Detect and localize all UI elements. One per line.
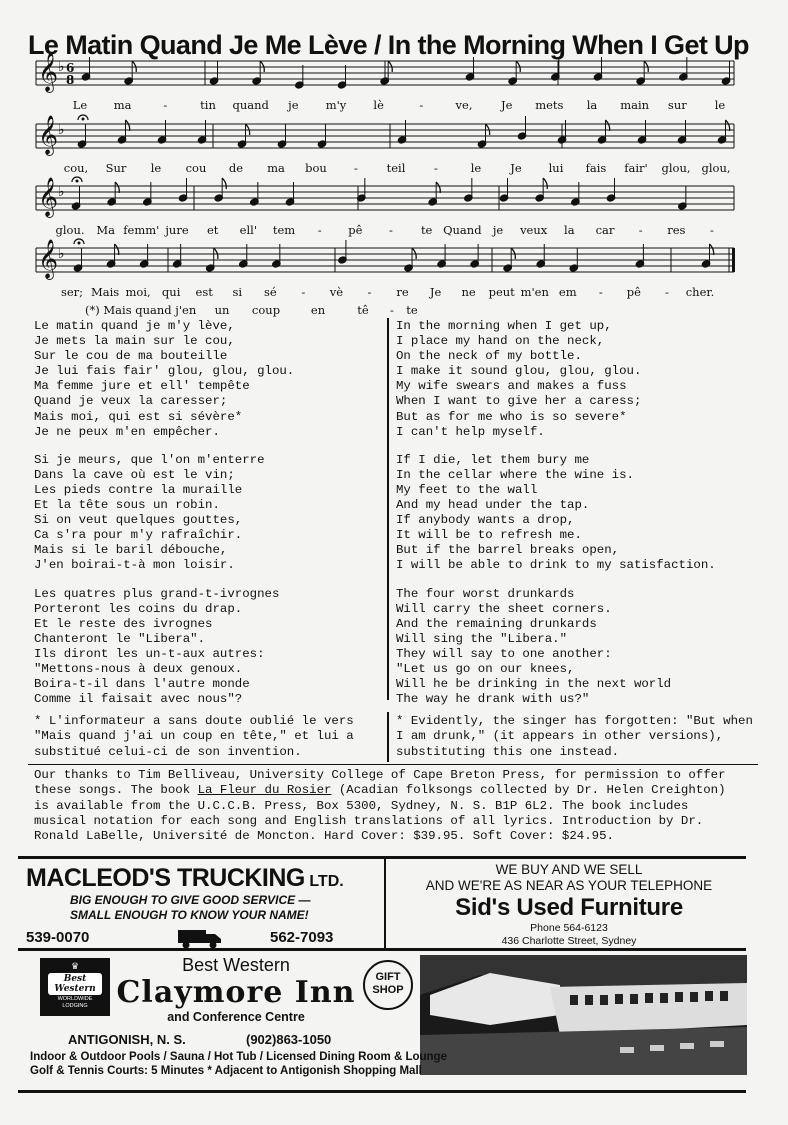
key-flat: ♭: [58, 59, 65, 75]
lyric-syllable: la: [564, 223, 575, 237]
en-line: And the remaining drunkards: [396, 616, 597, 631]
macleod-slogan-1: BIG ENOUGH TO GIVE GOOD SERVICE —: [70, 893, 311, 907]
en-line: When I want to give her a caress;: [396, 394, 642, 409]
sids-ad: [392, 862, 746, 948]
lyric-syllable: moi,: [125, 285, 151, 299]
fermata-dot: [76, 180, 78, 182]
treble-clef: 𝄞: [38, 52, 59, 92]
best-western-logo: ♛ Best Western WORLDWIDE LODGING: [40, 958, 110, 1016]
claymore-ad: [116, 955, 356, 1024]
en-line: My feet to the wall: [396, 482, 538, 497]
column-divider: [387, 318, 389, 700]
sids-line-2: AND WE'RE AS NEAR AS YOUR TELEPHONE: [425, 878, 713, 893]
key-flat: ♭: [58, 184, 65, 200]
fr-line: Sur le cou de ma bouteille: [34, 349, 228, 364]
lyric-syllable: re: [396, 285, 409, 299]
lyric-syllable: glou,: [661, 161, 691, 175]
lyric-syllable: est: [195, 285, 213, 299]
fr-line: J'en boirai-t-à mon loisir.: [34, 558, 235, 573]
lyric-syllable: cou,: [63, 161, 89, 175]
lyric-syllable: fais: [585, 161, 607, 175]
alt-lyric-syllable: en: [310, 303, 326, 317]
truck-icon: [176, 927, 224, 949]
lyric-syllable: sé: [263, 285, 277, 299]
lyric-syllable: pê: [626, 285, 641, 299]
lyric-syllable: lè: [373, 98, 384, 112]
lyric-syllable: glou.: [55, 223, 85, 237]
hotel-photo: [420, 955, 747, 1075]
alt-lyric-syllable: (*) Mais quand j'en: [85, 303, 197, 317]
en-line: And my head under the tap.: [396, 498, 590, 513]
en-line: The four worst drunkards: [396, 586, 575, 601]
lyric-syllable: car: [595, 223, 615, 237]
lyric-syllable: fair': [624, 161, 648, 175]
alt-lyric-syllable: tê: [357, 303, 369, 317]
en-line: The way he drank with us?": [396, 692, 590, 707]
english-lyrics: [396, 319, 716, 707]
en-line: "Let us go on our knees,: [396, 661, 575, 676]
lyric-syllable: ma: [113, 98, 132, 112]
claymore-name: Claymore Inn: [116, 975, 356, 1010]
lyric-syllable: -: [389, 223, 393, 237]
lyric-syllable: lui: [548, 161, 564, 175]
en-line: If I die, let them bury me: [396, 452, 590, 467]
lyric-syllable: le: [714, 98, 726, 112]
alt-lyric-syllable: coup: [251, 303, 281, 317]
fr-line: "Mettons-nous à deux genoux.: [34, 661, 243, 676]
note-flag: [115, 244, 119, 255]
lyric-syllable: te: [420, 223, 433, 237]
treble-clef: 𝄞: [38, 177, 59, 217]
fr-line: Si on veut quelques gouttes,: [34, 513, 243, 528]
lyric-syllable: Je: [429, 285, 442, 299]
lyric-syllable: glou,: [701, 161, 731, 175]
ads-divider: [384, 858, 386, 948]
en-line: On the neck of my bottle.: [396, 349, 582, 364]
lyric-syllable: Ma: [96, 223, 115, 237]
fr-line: Boira-t-il dans l'autre monde: [34, 677, 250, 692]
lyric-syllable: qui: [161, 285, 181, 299]
sids-name: Sid's Used Furniture: [455, 894, 683, 921]
en-line: I can't help myself.: [396, 424, 545, 439]
fr-line: Je mets la main sur le cou,: [34, 334, 235, 349]
fr-line: Porteront les coins du drap.: [34, 601, 243, 616]
lyric-syllable: je: [492, 223, 504, 237]
en-line: I will be able to drink to my satisfaction.: [396, 558, 716, 573]
macleod-name: MACLEOD'S TRUCKING: [26, 864, 305, 892]
lyric-syllable: la: [586, 98, 598, 112]
en-line: In the cellar where the wine is.: [396, 467, 634, 482]
en-line: But if the barrel breaks open,: [396, 543, 620, 558]
lyric-syllable: pê: [348, 223, 363, 237]
lyric-syllable: ell': [239, 223, 257, 237]
fr-line: Si je meurs, que l'on m'enterre: [34, 452, 265, 467]
lyric-syllable: et: [206, 223, 219, 237]
french-lyrics: [34, 319, 294, 707]
lyric-syllable: em: [558, 285, 577, 299]
lyric-syllable: le: [150, 161, 162, 175]
fermata-dot: [82, 118, 84, 120]
lyric-syllable: je: [288, 98, 299, 112]
page-title: Le Matin Quand Je Me Lève / In the Morning When I Get Up: [28, 30, 749, 60]
ads-top-rule: [18, 856, 746, 859]
time-signature-bottom: 8: [66, 73, 75, 87]
fr-line: Ca s'ra pour m'y rafraîchir.: [34, 528, 243, 543]
lyric-syllable: cou: [185, 161, 207, 175]
en-line: I place my hand on the neck,: [396, 334, 605, 349]
gift-shop-badge: GIFT SHOP: [363, 960, 413, 1010]
lyric-syllable: -: [419, 98, 424, 112]
note-flag: [543, 178, 547, 189]
fr-line: Comme il faisait avec nous"?: [34, 692, 243, 707]
sids-line-1: WE BUY AND WE SELL: [495, 862, 643, 877]
footnote-english: * Evidently, the singer has forgotten: "But when I am drunk," (it appears in other versions), substituting this one instead.: [396, 714, 753, 759]
treble-clef: 𝄞: [38, 239, 59, 279]
lyric-syllable: -: [665, 285, 669, 299]
lyric-syllable: -: [638, 223, 643, 237]
lyric-syllable: jure: [165, 223, 189, 237]
fr-line: Je ne peux m'en empêcher.: [34, 424, 220, 439]
lyric-syllable: Mais: [90, 285, 120, 299]
lyric-syllable: -: [354, 161, 358, 175]
bottom-rule: [18, 1090, 746, 1093]
lyric-syllable: -: [301, 285, 306, 299]
lyric-syllable: tem: [272, 223, 296, 237]
time-signature-top: 6: [66, 61, 75, 75]
lyric-syllable: cher.: [685, 285, 715, 299]
lyric-syllable: -: [317, 223, 322, 237]
fr-line: Mais moi, qui est si sévère*: [34, 409, 243, 424]
claymore-nearby: Golf & Tennis Courts: 5 Minutes * Adjacent to Antigonish Shopping Mall: [30, 1065, 422, 1077]
fr-line: Quand je veux la caresser;: [34, 394, 228, 409]
lyric-syllable: -: [163, 98, 168, 112]
fr-line: Les quatres plus grand-t-ivrognes: [34, 586, 280, 601]
lyric-syllable: vè: [329, 285, 344, 299]
lyric-syllable: ve,: [455, 98, 473, 112]
en-line: They will say to one another:: [396, 646, 612, 661]
lyric-syllable: bou: [305, 161, 327, 175]
lyric-syllable: -: [598, 285, 603, 299]
key-flat: ♭: [58, 122, 65, 138]
en-line: If anybody wants a drop,: [396, 513, 575, 528]
note-flag: [710, 244, 714, 255]
note-flag: [222, 178, 226, 189]
claymore-amenities: Indoor & Outdoor Pools / Sauna / Hot Tub / Licensed Dining Room & Lounge: [30, 1051, 447, 1063]
lyric-syllable: Le: [72, 98, 88, 112]
musical-score: [0, 0, 788, 330]
note-flag: [115, 182, 119, 193]
treble-clef: 𝄞: [38, 115, 59, 155]
note-flag: [126, 120, 130, 131]
claymore-town: ANTIGONISH, N. S.: [68, 1032, 186, 1047]
note-flag: [606, 120, 610, 131]
sids-address: 436 Charlotte Street, Sydney: [501, 935, 637, 947]
macleod-phone-2: 562-7093: [270, 929, 334, 946]
footnote-french: * L'informateur a sans doute oublié le vers "Mais quand j'ai un coup en tête," et lui a substitué celui-ci de son invention.: [34, 714, 354, 759]
lyric-syllable: main: [620, 98, 650, 112]
lyric-syllable: peut: [488, 285, 515, 299]
lyric-syllable: Quand: [443, 223, 482, 237]
lyric-syllable: Je: [500, 98, 513, 112]
macleod-suffix: LTD.: [309, 873, 344, 890]
lyric-syllable: ne: [461, 285, 476, 299]
lyric-syllable: ma: [267, 161, 285, 175]
macleod-phone-1: 539-0070: [26, 929, 90, 946]
lyric-syllable: -: [367, 285, 372, 299]
lyric-syllable: si: [232, 285, 243, 299]
lyric-syllable: sur: [667, 98, 687, 112]
crown-icon: ♛: [70, 961, 80, 971]
fermata-dot: [78, 242, 80, 244]
book-title: La Fleur du Rosier: [197, 783, 332, 798]
lyric-syllable: Sur: [105, 161, 127, 175]
lyric-syllable: teil: [386, 161, 406, 175]
final-barline: [732, 248, 735, 272]
lyric-syllable: tin: [200, 98, 216, 112]
claymore-phone: (902)863-1050: [246, 1032, 332, 1047]
lyric-syllable: res: [667, 223, 686, 237]
lyric-syllable: femm': [123, 223, 160, 237]
note-flag: [436, 182, 440, 193]
key-flat: ♭: [58, 246, 65, 262]
lyric-syllable: de: [228, 161, 244, 175]
fr-line: Et la tête sous un robin.: [34, 498, 220, 513]
lyric-syllable: Je: [510, 161, 522, 175]
claymore-subtitle: and Conference Centre: [167, 1010, 305, 1024]
fr-line: Mais si le baril débouche,: [34, 543, 228, 558]
lyric-syllable: quand: [232, 98, 269, 112]
lyric-syllable: veux: [520, 223, 548, 237]
en-line: In the morning when I get up,: [396, 319, 612, 333]
lyric-syllable: m'y: [325, 98, 347, 112]
divider-rule: [28, 764, 758, 765]
fr-line: Ma femme jure et ell' tempête: [34, 379, 250, 394]
footnote-divider: [387, 712, 389, 762]
macleod-ad: [26, 864, 382, 951]
lyric-syllable: ser;: [60, 285, 84, 299]
fr-line: Et le reste des ivrognes: [34, 616, 213, 631]
lyric-syllable: -: [710, 223, 714, 237]
fr-line: Chanteront le "Libera".: [34, 631, 206, 646]
en-line: But as for me who is so severe*: [396, 409, 627, 424]
fr-line: Je lui fais fair' glou, glou, glou.: [34, 364, 295, 379]
lyric-syllable: m'en: [520, 285, 549, 299]
en-line: Will sing the "Libera.": [396, 631, 568, 646]
en-line: I make it sound glou, glou, glou.: [396, 364, 642, 379]
claymore-brand: Best Western: [182, 955, 290, 975]
alt-lyric-syllable: un: [214, 303, 230, 317]
en-line: It will be to refresh me.: [396, 528, 582, 543]
alt-lyric-syllable: te: [406, 303, 418, 317]
acknowledgement-text: Our thanks to Tim Belliveau, University College of Cape Breton Press, for permission to offer these songs. The book La Fleur du Rosier (Acadian folksongs collected by Dr. Helen Creighton) is available from the U.C.C.B. Press, Box 5300, Sydney, N. S. B1P 6L2. The book includes musical notation for each song and English translations of all lyrics. Introduction by Dr. Ronald LaBelle, Université de Moncton. Hard Cover: $39.95. Soft Cover: $24.95.: [34, 768, 726, 844]
en-line: Will he be drinking in the next world: [396, 677, 672, 692]
lyric-syllable: -: [434, 161, 438, 175]
fr-line: Ils diront les un-t-aux autres:: [34, 646, 265, 661]
lyric-syllable: le: [470, 161, 482, 175]
sids-phone: Phone 564-6123: [530, 922, 608, 934]
lyric-syllable: mets: [535, 98, 564, 112]
fr-line: Les pieds contre la muraille: [34, 482, 243, 497]
alt-lyric-syllable: -: [390, 303, 394, 317]
en-line: Will carry the sheet corners.: [396, 601, 612, 616]
macleod-slogan-2: SMALL ENOUGH TO KNOW YOUR NAME!: [70, 908, 309, 922]
fr-line: Dans la cave où est le vin;: [34, 467, 235, 482]
note-flag: [726, 120, 730, 131]
en-line: My wife swears and makes a fuss: [396, 379, 627, 394]
fr-line: Le matin quand je m'y lève,: [34, 319, 235, 333]
